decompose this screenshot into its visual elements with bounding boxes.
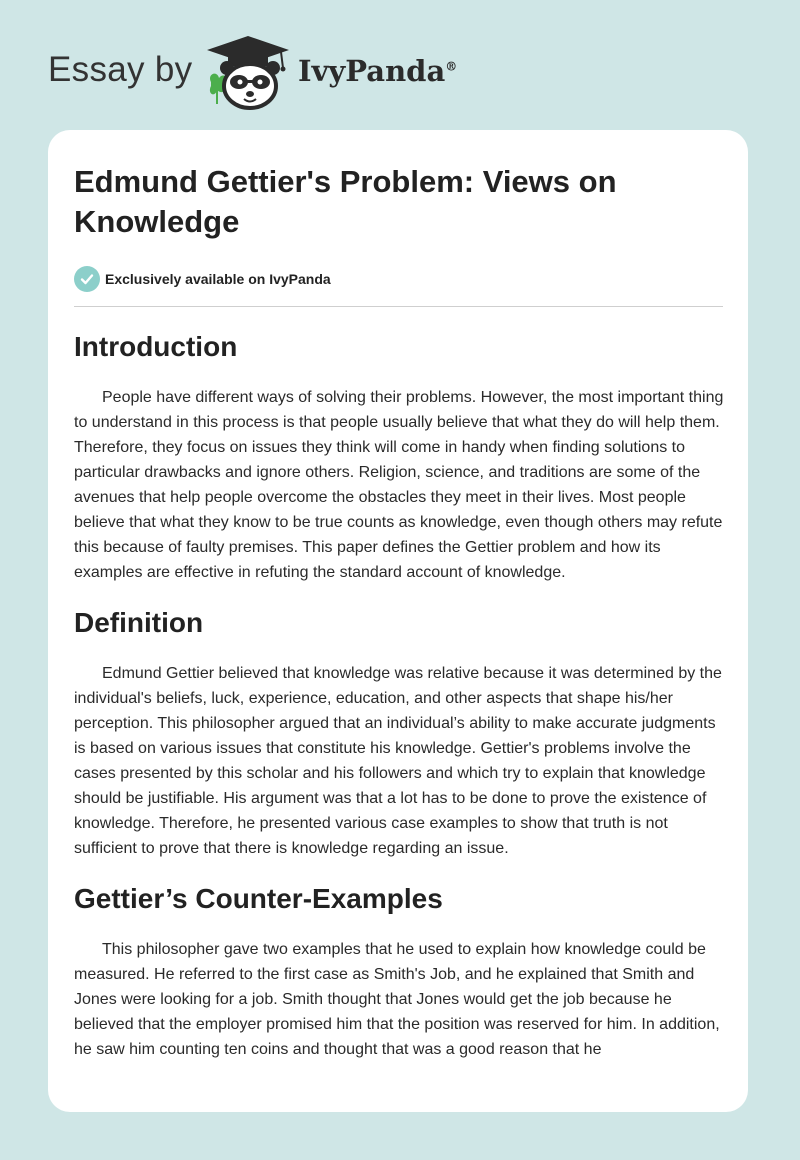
section-introduction (74, 329, 724, 585)
check-circle-icon (74, 266, 100, 292)
brand-header (48, 34, 508, 114)
panda-graduate-logo-icon (203, 34, 293, 112)
section-heading: Definition (74, 607, 204, 638)
brand-prefix: Essay by (48, 50, 193, 89)
section-definition (74, 605, 724, 861)
section-heading: Gettier’s Counter-Examples (74, 883, 443, 914)
section-paragraph: People have different ways of solving their problems. However, the most important thing to understand in this process is that people usually believe that what they do will help them. Therefore, they focus on issues they think will come in handy when finding solutions to particular drawbacks and ignore others. Religion, science, and traditions are some of the avenues that help people overcome the obstacles they meet in their lives. Most people believe that what they know to be true counts as knowledge, even though others may refute this because of faulty premises. This paper defines the Gettier problem and how its examples are effective in refuting the standard account of knowledge. (74, 389, 724, 581)
exclusive-badge (74, 265, 724, 293)
section-paragraph: Edmund Gettier believed that knowledge was relative because it was determined by the individual's beliefs, luck, experience, education, and other aspects that shape his/her perception. This philosopher argued that an individual’s ability to make accurate judgments is based on various issues that constitute his knowledge. Gettier's problems involve the cases presented by this scholar and his followers and which try to explain that knowledge should be justifiable. His argument was that a lot has to be done to prove the existence of knowledge. Therefore, he presented various case examples to show that truth is not sufficient to prove that there is knowledge regarding an issue. (74, 665, 722, 857)
section-heading: Introduction (74, 331, 238, 362)
section-counter-examples (74, 881, 724, 1062)
brand-name[interactable]: IvyPanda® (298, 54, 458, 88)
divider (74, 306, 723, 307)
section-paragraph: This philosopher gave two examples that he used to explain how knowledge could be measured. He referred to the first case as Smith's Job, and he explained that Smith and Jones were looking for a job. Smith thought that Jones would get the job because he believed that the employer promised him that the position was reserved for him. In addition, he saw him counting ten coins and thought that was a good reason that he (74, 941, 720, 1058)
registered-mark: ® (445, 59, 458, 74)
document-title: Edmund Gettier's Problem: Views on Knowledge (74, 164, 617, 239)
document-body (74, 162, 724, 1062)
badge-text: Exclusively available on IvyPanda (105, 271, 331, 287)
document-card (48, 130, 748, 1112)
